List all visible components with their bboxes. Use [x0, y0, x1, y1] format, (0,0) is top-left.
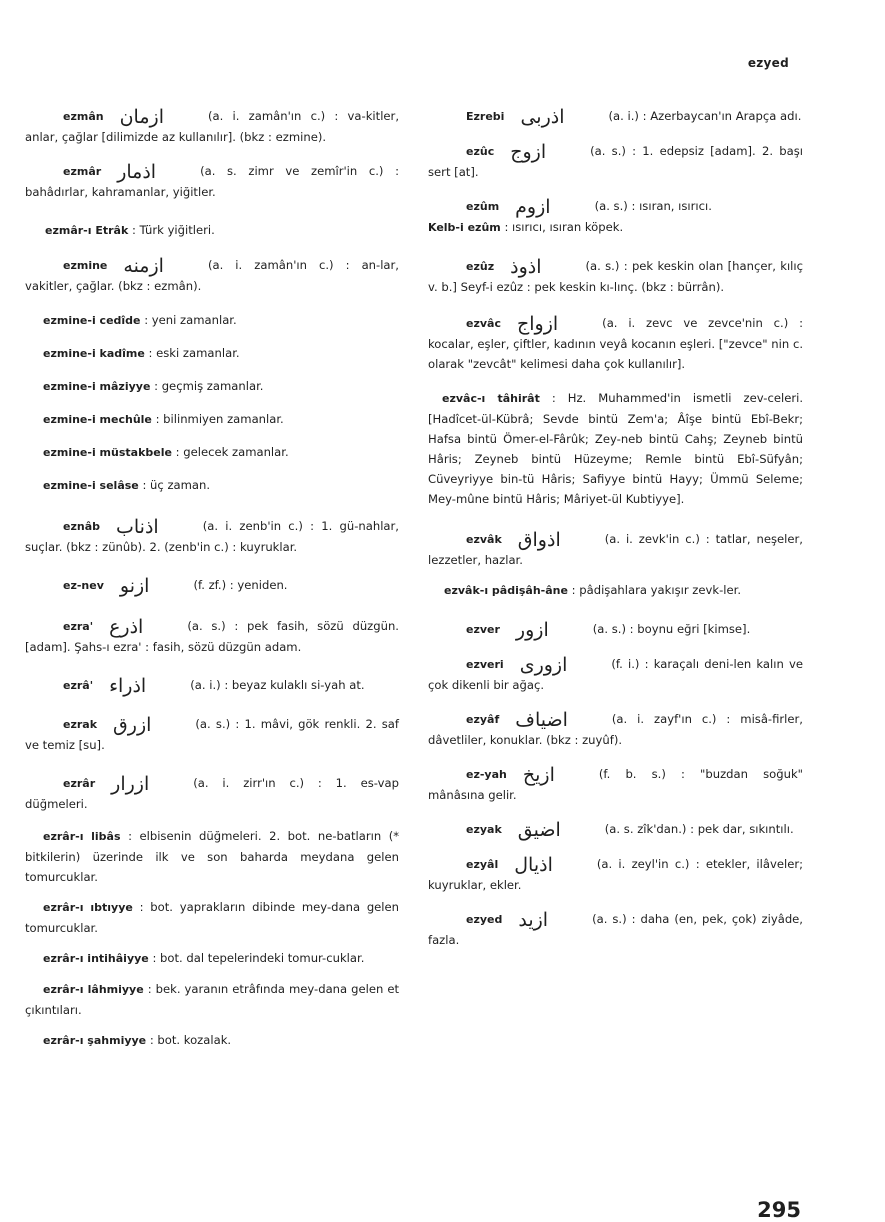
- headword: ezmine-i mâziyye: [43, 380, 151, 393]
- definition: : geçmiş zamanlar.: [154, 379, 264, 393]
- definition: (a. s.) : pek fasih, sözü düzgün. [adam]. Şahs-ı ezra' : fasih, sözü düzgün adam.: [25, 619, 399, 654]
- arabic-script-form: اذربی: [520, 105, 565, 128]
- definition: (a. s.) : daha (en, pek, çok) ziyâde, fazla.: [428, 912, 803, 947]
- headword: ezyâl: [466, 858, 499, 871]
- dictionary-entry: [25, 475, 399, 496]
- headword: ezyed: [466, 913, 503, 926]
- arabic-script-form: اذراء: [109, 674, 147, 697]
- dictionary-entry: [25, 310, 399, 331]
- definition: : Türk yiğitleri.: [131, 223, 215, 237]
- arabic-script-form: اذمار: [117, 160, 157, 183]
- headword: ezvâc: [466, 317, 501, 330]
- arabic-script-form: ازمان: [119, 105, 164, 128]
- dictionary-entry: [25, 343, 399, 364]
- arabic-script-form: ازیخ: [522, 763, 555, 786]
- definition: (a. s. zimr ve zemîr'in c.) : bahâdırlar, kahramanlar, yiğitler.: [25, 164, 399, 199]
- arabic-script-form: ازنو: [119, 574, 150, 597]
- definition: : gelecek zamanlar.: [175, 445, 289, 459]
- headword: ezmine-i mechûle: [43, 413, 152, 426]
- headword: ezûc: [466, 145, 495, 158]
- definition: (a. i. zevc ve zevce'nin c.) : kocalar, eşler, çiftler, kadının veyâ kocanın eşleri. ["zevce" nin c. olarak "zevcât" kelimesi daha çok kullanılır].: [428, 316, 803, 371]
- definition: (a. i. zenb'in c.) : 1. gü-nahlar, suçlar. (bkz : zünûb). 2. (zenb'in c.) : kuyruklar.: [25, 519, 399, 554]
- definition: : bot. yaprakların dibinde mey-dana gelen tomurcuklar.: [25, 900, 400, 935]
- dictionary-entry: [428, 854, 803, 895]
- dictionary-entry: [25, 714, 399, 755]
- definition: (a. i. zeyl'in c.) : etekler, ilâveler; kuyruklar, ekler.: [428, 857, 803, 892]
- headword: eznâb: [63, 520, 100, 533]
- dictionary-entry: [428, 196, 803, 217]
- dictionary-entry: [25, 442, 399, 463]
- arabic-script-form: ازرار: [111, 772, 150, 795]
- headword: ezrâr-ı libâs: [43, 830, 121, 843]
- definition: (a. i. zayf'ın c.) : misâ-firler, dâvetliler, konuklar. (bkz : zuyûf).: [428, 712, 803, 747]
- dictionary-entry: [25, 161, 399, 202]
- definition: (a. s.) : 1. edepsiz [adam]. 2. başı sert [at].: [428, 144, 803, 179]
- definition: : yeni zamanlar.: [144, 313, 237, 327]
- arabic-script-form: ازور: [515, 618, 549, 641]
- headword: ez-nev: [63, 579, 104, 592]
- arabic-script-form: ازید: [518, 908, 549, 931]
- definition: : üç zaman.: [142, 478, 211, 492]
- headword: ezvâc-ı tâhirât: [442, 392, 540, 405]
- headword: ezûm: [466, 200, 500, 213]
- headword: Kelb-i ezûm: [428, 221, 501, 234]
- definition: (f. b. s.) : "buzdan soğuk" mânâsına gelir.: [428, 767, 803, 802]
- headword: ezmine-i kadîme: [43, 347, 145, 360]
- definition: (a. s.) : boynu eğri [kimse].: [592, 622, 751, 636]
- definition: : elbisenin düğmeleri. 2. bot. ne-batların (* bitkilerin) üzerinde ilk ve son baharda meydana gelen tomurcuklar.: [25, 829, 400, 884]
- definition: (a. i. zevk'in c.) : tatlar, neşeler, lezzetler, hazlar.: [428, 532, 803, 567]
- dictionary-entry: [25, 773, 399, 814]
- headword: Ezrebi: [466, 110, 505, 123]
- headword: ezvâk-ı pâdişâh-âne: [444, 584, 568, 597]
- definition: : bek. yaranın etrâfında mey-dana gelen et çıkıntıları.: [25, 982, 400, 1017]
- headword: ezrâr: [63, 777, 96, 790]
- definition: : pâdişahlara yakışır zevk-ler.: [571, 583, 741, 597]
- dictionary-entry: [25, 979, 399, 1020]
- definition: (a. i.) : beyaz kulaklı si-yah at.: [190, 678, 365, 692]
- dictionary-entry: [428, 388, 803, 509]
- dictionary-entry: [25, 897, 399, 938]
- headword: ezver: [466, 623, 500, 636]
- dictionary-entry: [25, 516, 399, 557]
- dictionary-entry: [25, 616, 399, 657]
- headword: ezmine-i cedîde: [43, 314, 141, 327]
- arabic-script-form: اذیال: [514, 853, 553, 876]
- definition: : bot. kozalak.: [149, 1033, 232, 1047]
- definition: (f. i.) : karaçalı deni-len kalın ve çok dikenli bir ağaç.: [428, 657, 803, 692]
- definition: (f. zf.) : yeniden.: [193, 578, 288, 592]
- dictionary-entry: [25, 948, 399, 969]
- headword: ezûz: [466, 260, 495, 273]
- running-head: ezyed: [747, 56, 789, 70]
- headword: ezmân: [63, 110, 104, 123]
- arabic-script-form: ازواج: [516, 312, 559, 335]
- definition: : bilinmiyen zamanlar.: [155, 412, 284, 426]
- headword: ezra': [63, 620, 94, 633]
- headword: ezmine-i selâse: [43, 479, 139, 492]
- headword: ezvâk: [466, 533, 502, 546]
- headword: ezmâr: [63, 165, 102, 178]
- headword: ezmine-i müstakbele: [43, 446, 172, 459]
- arabic-script-form: اضیاف: [515, 708, 568, 731]
- page-number: 295: [757, 1198, 801, 1222]
- definition: : Hz. Muhammed'in ismetli zev-celeri. [Hadîcet-ül-Kübrâ; Sevde bintü Zem'a; Âîşe bintü Ebî-Bekr; Hafsa bintü Ömer-el-Fârûk; Zey-neb bintü Cahş; Zeyneb bintü Hâris; Zeyneb bintü Hüzeyme; Remle bintü Ebî-Süfyân; Cüveyriyye bin-tü Hâris; Safiyye bintü Hayy; Ümmü Seleme; Mey-mûne bintü Hâris; Mâriyet-ül Kubtiyye].: [428, 391, 804, 506]
- dictionary-entry: [428, 529, 803, 570]
- headword: ezrâ': [63, 679, 94, 692]
- dictionary-entry: [25, 255, 399, 296]
- arabic-script-form: ازوم: [515, 195, 551, 218]
- dictionary-entry: [428, 580, 803, 601]
- headword: ez-yah: [466, 768, 507, 781]
- dictionary-entry: [428, 141, 803, 182]
- dictionary-entry: [25, 675, 399, 696]
- dictionary-entry: [25, 575, 399, 596]
- arabic-script-form: ازوج: [510, 140, 547, 163]
- definition: (a. i. zamân'ın c.) : an-lar, vakitler, çağlar. (bkz : ezmân).: [25, 258, 399, 293]
- dictionary-entry: [25, 826, 399, 887]
- headword: ezrâr-ı ıbtıyye: [43, 901, 133, 914]
- headword: ezveri: [466, 658, 504, 671]
- headword: ezrak: [63, 718, 98, 731]
- dictionary-entry: [428, 313, 803, 374]
- definition: (a. i. zamân'ın c.) : va-kitler, anlar, çağlar [dilimizde az kullanılır]. (bkz : ezmine).: [25, 109, 399, 144]
- dictionary-entry: [428, 106, 803, 127]
- dictionary-entry: [428, 256, 803, 297]
- arabic-script-form: ازوری: [519, 653, 568, 676]
- headword: ezyak: [466, 823, 502, 836]
- arabic-script-form: ازمنه: [123, 254, 164, 277]
- right-column: [428, 106, 803, 950]
- dictionary-entry: [428, 619, 803, 640]
- arabic-script-form: اذواق: [517, 528, 561, 551]
- dictionary-entry: [25, 376, 399, 397]
- left-column: [25, 106, 399, 1051]
- definition: (a. s.) : ısıran, ısırıcı.: [594, 199, 712, 213]
- dictionary-entry: [428, 819, 803, 840]
- dictionary-entry: [428, 909, 803, 950]
- headword: ezrâr-ı şahmiyye: [43, 1034, 147, 1047]
- dictionary-entry: [428, 709, 803, 750]
- definition: (a. i.) : Azerbaycan'ın Arapça adı.: [608, 109, 802, 123]
- headword: ezrâr-ı lâhmiyye: [43, 983, 144, 996]
- dictionary-entry: [428, 654, 803, 695]
- dictionary-entry: [25, 106, 399, 147]
- dictionary-entry: [25, 1030, 399, 1051]
- definition: (a. i. zirr'ın c.) : 1. es-vap düğmeleri.: [25, 776, 399, 811]
- definition: (a. s. zîk'dan.) : pek dar, sıkıntılı.: [604, 822, 794, 836]
- arabic-script-form: اذوذ: [510, 255, 542, 278]
- arabic-script-form: اضیق: [517, 818, 561, 841]
- arabic-script-form: اذرع: [109, 615, 144, 638]
- arabic-script-form: اذناب: [116, 515, 159, 538]
- dictionary-entry: [428, 764, 803, 805]
- dictionary-entry: [428, 217, 803, 238]
- headword: ezyâf: [466, 713, 500, 726]
- definition: : eski zamanlar.: [148, 346, 240, 360]
- definition: (a. s.) : pek keskin olan [hançer, kılıç v. b.] Seyf-i ezûz : pek keskin kı-lınç. (bkz : bürrân).: [428, 259, 803, 294]
- definition: : bot. dal tepelerindeki tomur-cuklar.: [152, 951, 365, 965]
- dictionary-entry: [25, 409, 399, 430]
- headword: ezmine: [63, 259, 108, 272]
- definition: (a. s.) : 1. mâvi, gök renkli. 2. saf ve temiz [su].: [25, 717, 399, 752]
- definition: : ısırıcı, ısıran köpek.: [504, 220, 624, 234]
- headword: ezrâr-ı intihâiyye: [43, 952, 149, 965]
- headword: ezmâr-ı Etrâk: [45, 224, 129, 237]
- arabic-script-form: ازرق: [113, 713, 152, 736]
- dictionary-entry: [25, 220, 399, 241]
